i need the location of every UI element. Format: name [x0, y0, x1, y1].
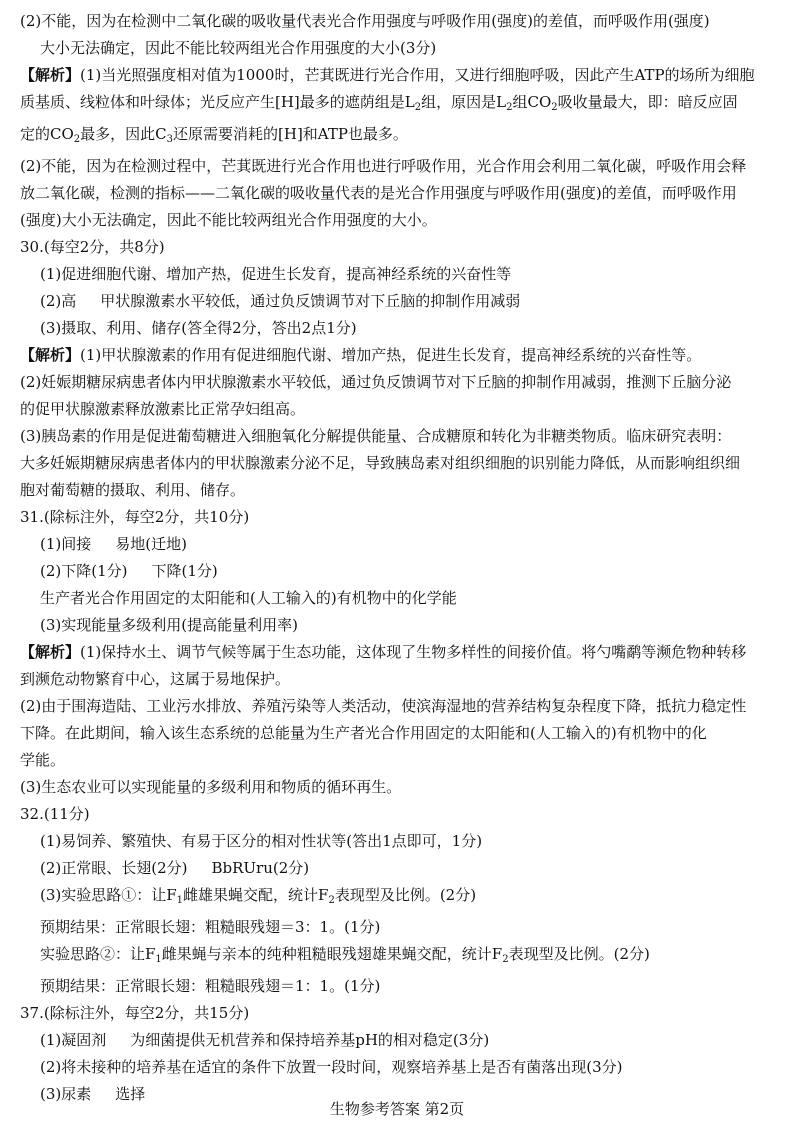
line: (2)下降(1分) 下降(1分)	[40, 562, 218, 580]
line: 实验思路②：让$F_1$雌果蝇与亲本的纯种粗糙眼残翅雄果蝇交配，统计$F_2$表现型及比例。(2分)	[40, 945, 650, 965]
line: (2)妊娠期糖尿病患者体内甲状腺激素水平较低，通过负反馈调节对下丘脑的抑制作用减弱，推测下丘脑分泌	[20, 373, 732, 391]
line: (2)不能，因为在检测中二氧化碳的吸收量代表光合作用强度与呼吸作用(强度)的差值，而呼吸作用(强度)	[20, 12, 710, 30]
line: 下降。在此期间，输入该生态系统的总能量为生产者光合作用固定的太阳能和(人工输入的)有机物中的化	[20, 724, 707, 742]
line: (2)不能，因为在检测过程中，芒萁既进行光合作用也进行呼吸作用，光合作用会利用二氧化碳，呼吸作用会释	[20, 157, 747, 175]
page-footer: 生物参考答案 第2页	[329, 1100, 465, 1118]
line: (3)实现能量多级利用(提高能量利用率)	[40, 616, 298, 634]
line: (1)易饲养、繁殖快、有易于区分的相对性状等(答出1点即可，1分)	[40, 832, 483, 850]
line: (1)间接 易地(迁地)	[40, 535, 187, 553]
line: 大小无法确定，因此不能比较两组光合作用强度的大小(3分)	[40, 39, 437, 57]
analysis-tag: 【解析】	[20, 346, 81, 364]
line: (1)促进细胞代谢、增加产热，促进生长发育，提高神经系统的兴奋性等	[40, 265, 512, 283]
analysis-paragraph: 【解析】(1)保持水土、调节气候等属于生态功能，这体现了生物多样性的间接价值。将勺嘴鹬等濒危物种转移	[20, 643, 747, 661]
question-heading: 37.(除标注外，每空2分，共15分)	[20, 1004, 250, 1022]
line: (2)由于围海造陆、工业污水排放、养殖污染等人类活动，使滨海湿地的营养结构复杂程度下降，抵抗力稳定性	[20, 697, 747, 715]
line: (3)摄取、利用、储存(答全得2分，答出2点1分)	[40, 319, 357, 337]
answer-content	[20, 8, 780, 1108]
line: 生产者光合作用固定的太阳能和(人工输入的)有机物中的化学能	[40, 589, 457, 607]
line: 大多妊娠期糖尿病患者体内的甲状腺激素分泌不足，导致胰岛素对组织细胞的识别能力降低，从而影响组织细	[20, 454, 741, 472]
line: 到濒危动物繁育中心，这属于易地保护。	[20, 670, 291, 688]
line: (强度)大小无法确定，因此不能比较两组光合作用强度的大小。	[20, 211, 437, 229]
line: 放二氧化碳，检测的指标——二氧化碳的吸收量代表的是光合作用强度与呼吸作用(强度)的差值，而呼吸作用	[20, 184, 737, 202]
line: 定的$CO_2$最多，因此$C_3$还原需要消耗的[H]和ATP也最多。	[20, 125, 408, 145]
line: (2)将未接种的培养基在适宜的条件下放置一段时间，观察培养基上是否有菌落出现(3分)	[40, 1058, 623, 1076]
line: 胞对葡萄糖的摄取、利用、储存。	[20, 481, 246, 499]
line: 预期结果：正常眼长翅：粗糙眼残翅＝3：1。(1分)	[40, 918, 381, 936]
analysis-tag: 【解析】	[20, 643, 81, 661]
question-heading: 30.(每空2分，共8分)	[20, 238, 165, 256]
question-heading: 32.(11分)	[20, 805, 90, 823]
line: (3)生态农业可以实现能量的多级利用和物质的循环再生。	[20, 778, 402, 796]
line: 质基质、线粒体和叶绿体；光反应产生[H]最多的遮荫组是$L_2$组，原因是$L_2$组$CO_2$吸收量最大，即：暗反应固	[20, 93, 738, 113]
analysis-tag: 【解析】	[20, 66, 81, 84]
line: 预期结果：正常眼长翅：粗糙眼残翅＝1：1。(1分)	[40, 977, 381, 995]
analysis-paragraph: 【解析】(1)甲状腺激素的作用有促进细胞代谢、增加产热，促进生长发育，提高神经系统的兴奋性等。	[20, 346, 702, 364]
question-heading: 31.(除标注外，每空2分，共10分)	[20, 508, 250, 526]
line: (3)胰岛素的作用是促进葡萄糖进入细胞氧化分解提供能量、合成糖原和转化为非糖类物质。临床研究表明：	[20, 427, 732, 445]
line: 的促甲状腺激素释放激素比正常孕妇组高。	[20, 400, 306, 418]
line: (3)尿素 选择	[40, 1085, 146, 1103]
line: (2)高 甲状腺激素水平较低，通过负反馈调节对下丘脑的抑制作用减弱	[40, 292, 521, 310]
line: (3)实验思路①：让$F_1$雌雄果蝇交配，统计$F_2$表现型及比例。(2分)	[40, 886, 477, 906]
line: (1)凝固剂 为细菌提供无机营养和保持培养基pH的相对稳定(3分)	[40, 1031, 490, 1049]
analysis-paragraph: 【解析】(1)当光照强度相对值为1000时，芒萁既进行光合作用，又进行细胞呼吸，因此产生ATP的场所为细胞	[20, 66, 755, 84]
line: (2)正常眼、长翅(2分) BbRUru(2分)	[40, 859, 310, 877]
line: 学能。	[20, 751, 66, 769]
